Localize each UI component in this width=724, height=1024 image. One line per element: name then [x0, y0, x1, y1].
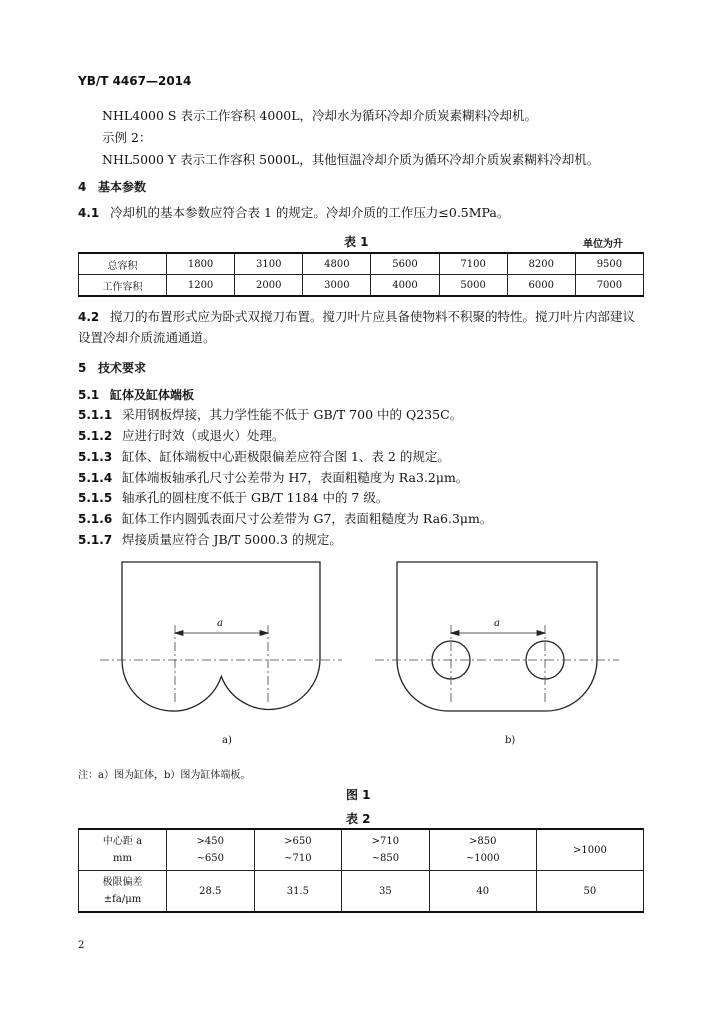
clause-text: 轴承孔的圆柱度不低于 GB/T 1184 中的 7 级。: [122, 490, 389, 505]
section-5-number: 5: [78, 361, 87, 375]
table-cell: [254, 829, 342, 871]
clause-number: 5.1.3: [78, 450, 113, 464]
value-label-line-2: ±fa/μm: [103, 894, 142, 905]
dimension-label-a-right: a: [494, 618, 500, 629]
table-cell: 工作容积: [79, 275, 167, 297]
table-cell: 31.5: [254, 871, 342, 913]
table-cell: 1200: [167, 275, 235, 297]
table-cell: 1800: [167, 253, 235, 275]
table-cell: 28.5: [167, 871, 255, 913]
clause-text: 应进行时效（或退火）处理。: [122, 428, 285, 443]
header-label-line-1: 中心距 a: [102, 836, 143, 847]
section-4-title: 基本参数: [98, 180, 147, 194]
clause-number: 5.1.5: [78, 491, 113, 505]
table-cell: 总容积: [79, 253, 167, 275]
clause-text: 缸体、缸体端板中心距极限偏差应符合图 1、表 2 的规定。: [122, 449, 450, 464]
range-line-2: ~1000: [465, 853, 500, 864]
table-2: [78, 828, 644, 913]
clause-number: 5.1.6: [78, 512, 113, 526]
table-header-cell: [79, 871, 167, 913]
table-cell: [429, 829, 536, 871]
header-label-line-2: mm: [113, 853, 132, 864]
end-plate-dimension-line: [451, 631, 545, 636]
end-plate-centerlines: [375, 625, 619, 705]
cylinder-body-dimension-line: [175, 631, 268, 636]
table-cell: 4000: [371, 275, 439, 297]
table-row: [79, 871, 644, 913]
table-cell: 3100: [235, 253, 303, 275]
table-cell: [342, 829, 430, 871]
clause-number: 5.1.1: [78, 408, 113, 422]
clause-text: 缸体端板轴承孔尺寸公差带为 H7，表面粗糙度为 Ra3.2μm。: [122, 470, 469, 485]
range-line-1: >1000: [572, 844, 607, 856]
table-cell: [536, 829, 643, 871]
range-line-2: ~650: [196, 853, 225, 864]
clause-4-2-line-2: 设置冷却介质流通通道。: [78, 330, 216, 345]
table-row: [79, 829, 644, 871]
figure-1b-label: b): [505, 735, 516, 746]
clause-5-1-number: 5.1: [78, 388, 100, 402]
figure-1-caption: 图 1: [346, 788, 371, 802]
range-line-1: >650: [284, 836, 312, 847]
table-cell: [167, 829, 255, 871]
example-label: 示例 2：: [102, 130, 152, 145]
range-line-2: ~850: [371, 853, 400, 864]
table-cell: 4800: [303, 253, 371, 275]
value-label-line-1: 极限偏差: [102, 877, 143, 888]
range-line-2: ~710: [284, 853, 312, 864]
table-cell: 3000: [303, 275, 371, 297]
clause-text: 缸体工作内圆弧表面尺寸公差带为 G7，表面粗糙度为 Ra6.3μm。: [122, 511, 493, 526]
table-1-unit: 单位为升: [583, 239, 623, 250]
table-cell: 5600: [371, 253, 439, 275]
clause-number: 5.1.2: [78, 429, 113, 443]
range-line-1: >710: [371, 836, 400, 847]
page-number: 2: [78, 940, 85, 951]
clause-4-2-number: 4.2: [78, 310, 100, 324]
section-5-title: 技术要求: [98, 361, 147, 375]
table-2-caption: 表 2: [346, 812, 371, 826]
clause-4-1-number: 4.1: [78, 206, 100, 220]
dimension-label-a-left: a: [217, 618, 223, 629]
range-line-1: >850: [469, 836, 497, 847]
clause-text: 采用钢板焊接，其力学性能不低于 GB/T 700 中的 Q235C。: [122, 407, 463, 422]
table-cell: 7000: [575, 275, 643, 297]
table-header-cell: [79, 829, 167, 871]
table-cell: 9500: [575, 253, 643, 275]
table-cell: 7100: [439, 253, 507, 275]
intro-line-1: NHL4000 S 表示工作容积 4000L，冷却水为循环冷却介质炭素糊料冷却机。: [102, 108, 538, 123]
clause-text: 焊接质量应符合 JB/T 5000.3 的规定。: [122, 532, 342, 547]
range-line-1: >450: [196, 836, 225, 847]
section-4-number: 4: [78, 180, 87, 194]
table-cell: 8200: [507, 253, 575, 275]
table-cell: 6000: [507, 275, 575, 297]
clause-number: 5.1.4: [78, 471, 113, 485]
cylinder-body-outline: [122, 562, 320, 711]
table-cell: 35: [342, 871, 430, 913]
clause-5-1-title: 缸体及缸体端板: [110, 388, 195, 402]
figure-1a-label: a): [222, 735, 232, 746]
table-cell: 5000: [439, 275, 507, 297]
end-plate-outline: [397, 562, 597, 711]
document-code-header: YB/T 4467—2014: [78, 74, 192, 88]
table-cell: 2000: [235, 275, 303, 297]
table-cell: 50: [536, 871, 643, 913]
clause-number: 5.1.7: [78, 533, 113, 547]
table-cell: 40: [429, 871, 536, 913]
clause-4-1-text: 冷却机的基本参数应符合表 1 的规定。冷却介质的工作压力≤0.5MPa。: [110, 205, 510, 220]
figure-1-note: 注：a）图为缸体，b）图为缸体端板。: [78, 770, 251, 781]
intro-line-2: NHL5000 Y 表示工作容积 5000L，其他恒温冷却介质为循环冷却介质炭素糊料冷却机。: [102, 152, 600, 167]
clause-4-2-line-1: 搅刀的布置形式应为卧式双搅刀布置。搅刀叶片应具备使物料不积聚的特性。搅刀叶片内部建议: [110, 309, 636, 324]
table-1-caption: 表 1: [344, 235, 369, 249]
